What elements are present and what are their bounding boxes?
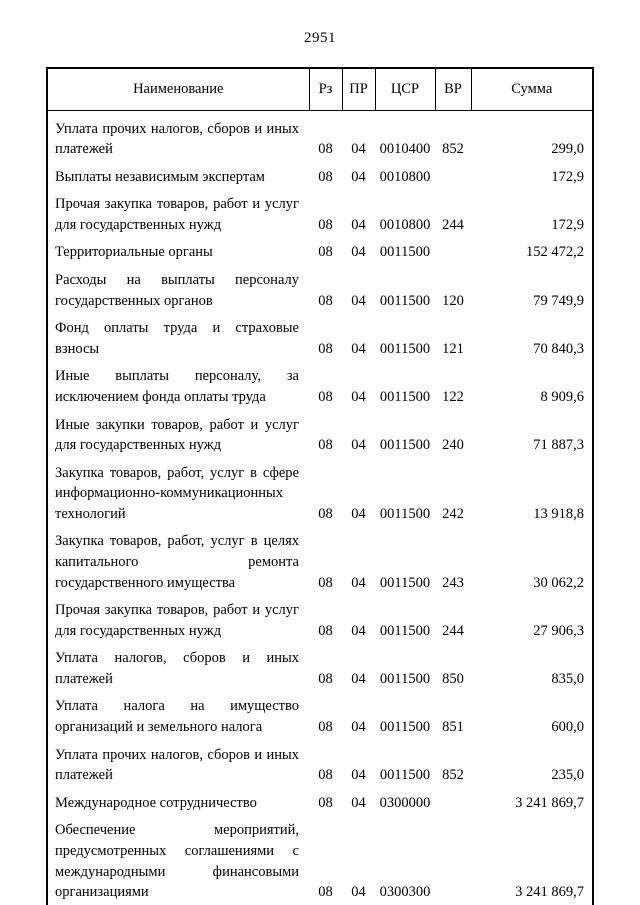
- cell-sum: 152 472,2: [526, 244, 584, 261]
- cell-csr: 0011500: [379, 292, 431, 309]
- table-row: [47, 362, 593, 410]
- cell-csr: 0010400: [379, 141, 431, 158]
- table-row: [47, 238, 593, 266]
- cell-name: Уплата налогов, сборов и иных платежей: [55, 650, 299, 687]
- cell-rz: 08: [318, 388, 333, 405]
- cell-vr: 852: [442, 141, 464, 158]
- cell-pr: 04: [351, 719, 366, 736]
- cell-pr: 04: [351, 141, 366, 158]
- cell-pr: 04: [351, 168, 366, 185]
- cell-name: Прочая закупка товаров, работ и услуг для государственных нужд: [55, 196, 299, 233]
- cell-csr: 0011500: [379, 574, 431, 591]
- cell-csr: 0010800: [379, 216, 431, 233]
- cell-sum: 3 241 869,7: [515, 794, 584, 811]
- cell-rz: 08: [318, 244, 333, 261]
- cell-csr: 0011500: [379, 340, 431, 357]
- header-rz: Рз: [309, 68, 342, 110]
- table-row: [47, 596, 593, 644]
- cell-pr: 04: [351, 884, 366, 901]
- cell-rz: 08: [318, 719, 333, 736]
- table-header: [47, 68, 593, 110]
- cell-vr: 852: [442, 767, 464, 784]
- header-sum: Сумма: [471, 68, 593, 110]
- cell-vr: 240: [442, 437, 464, 454]
- cell-name: Прочая закупка товаров, работ и услуг для государственных нужд: [55, 602, 299, 639]
- cell-sum: 27 906,3: [533, 622, 584, 639]
- budget-table: [46, 67, 594, 905]
- cell-csr: 0011500: [379, 388, 431, 405]
- cell-name: Выплаты независимым экспертам: [55, 168, 265, 185]
- cell-name: Расходы на выплаты персоналу государственных органов: [55, 272, 299, 309]
- cell-sum: 71 887,3: [533, 437, 584, 454]
- table-row: [47, 644, 593, 692]
- cell-name: Иные закупки товаров, работ и услуг для государственных нужд: [55, 416, 299, 454]
- header-pr: ПР: [342, 68, 375, 110]
- cell-rz: 08: [318, 884, 333, 901]
- cell-csr: 0300300: [379, 884, 431, 901]
- table-row: [47, 115, 593, 163]
- table-row: [47, 789, 593, 817]
- cell-pr: 04: [351, 794, 366, 811]
- cell-pr: 04: [351, 244, 366, 261]
- cell-name: Закупка товаров, работ, услуг в целях капитального ремонта государственного имущества: [55, 533, 299, 591]
- cell-pr: 04: [351, 767, 366, 784]
- table-row: [47, 816, 593, 905]
- cell-pr: 04: [351, 216, 366, 233]
- cell-name: Уплата прочих налогов, сборов и иных платежей: [55, 746, 299, 784]
- cell-name: Уплата прочих налогов, сборов и иных платежей: [55, 120, 299, 158]
- cell-vr: 850: [442, 670, 464, 687]
- cell-sum: 30 062,2: [533, 574, 584, 591]
- cell-pr: 04: [351, 505, 366, 522]
- cell-pr: 04: [351, 622, 366, 639]
- cell-sum: 299,0: [551, 141, 584, 158]
- cell-rz: 08: [318, 505, 333, 522]
- cell-sum: 8 909,6: [540, 388, 584, 405]
- cell-rz: 08: [318, 767, 333, 784]
- cell-vr: 851: [442, 719, 464, 736]
- table-row: [47, 190, 593, 238]
- cell-name: Фонд оплаты труда и страховые взносы: [55, 320, 299, 357]
- cell-name: Международное сотрудничество: [55, 794, 257, 811]
- header-csr: ЦСР: [375, 68, 435, 110]
- cell-pr: 04: [351, 437, 366, 454]
- cell-pr: 04: [351, 292, 366, 309]
- cell-name: Закупка товаров, работ, услуг в сфере информационно-коммуникационных технологий: [55, 464, 299, 522]
- header-name: Наименование: [47, 68, 309, 110]
- cell-sum: 13 918,8: [533, 505, 584, 522]
- table-row: [47, 314, 593, 362]
- cell-vr: [435, 789, 471, 817]
- cell-vr: 242: [442, 505, 464, 522]
- cell-csr: 0011500: [379, 719, 431, 736]
- cell-rz: 08: [318, 437, 333, 454]
- cell-rz: 08: [318, 340, 333, 357]
- cell-sum: 172,9: [551, 168, 584, 185]
- cell-csr: 0011500: [379, 244, 431, 261]
- cell-csr: 0300000: [379, 794, 431, 811]
- cell-name: Территориальные органы: [55, 244, 213, 261]
- cell-pr: 04: [351, 388, 366, 405]
- table-row: [47, 692, 593, 740]
- cell-csr: 0011500: [379, 767, 431, 784]
- table-row: [47, 411, 593, 459]
- cell-sum: 172,9: [551, 216, 584, 233]
- cell-vr: [435, 816, 471, 905]
- cell-vr: 244: [442, 216, 464, 233]
- cell-vr: [435, 238, 471, 266]
- cell-vr: [435, 163, 471, 191]
- table-row: [47, 163, 593, 191]
- header-vr: ВР: [435, 68, 471, 110]
- cell-rz: 08: [318, 670, 333, 687]
- cell-csr: 0011500: [379, 505, 431, 522]
- cell-vr: 122: [442, 388, 464, 405]
- cell-sum: 835,0: [551, 670, 584, 687]
- cell-name: Иные выплаты персоналу, за исключением фонда оплаты труда: [55, 368, 299, 405]
- cell-name: Уплата налога на имущество организаций и земельного налога: [55, 698, 299, 736]
- cell-rz: 08: [318, 168, 333, 185]
- table-row: [47, 741, 593, 789]
- page-number: 2951: [304, 30, 336, 46]
- cell-rz: 08: [318, 622, 333, 639]
- cell-name: Обеспечение мероприятий, предусмотренных соглашениями с международными финансовыми организациями: [55, 822, 299, 901]
- cell-rz: 08: [318, 216, 333, 233]
- table-header-row: [47, 68, 593, 110]
- cell-vr: 244: [442, 622, 464, 639]
- cell-rz: 08: [318, 292, 333, 309]
- cell-csr: 0010800: [379, 168, 431, 185]
- cell-sum: 3 241 869,7: [515, 884, 584, 901]
- cell-vr: 121: [442, 340, 464, 357]
- cell-rz: 08: [318, 141, 333, 158]
- table-row: [47, 459, 593, 528]
- table-row: [47, 527, 593, 596]
- cell-sum: 79 749,9: [533, 292, 584, 309]
- cell-csr: 0011500: [379, 622, 431, 639]
- cell-rz: 08: [318, 574, 333, 591]
- cell-vr: 243: [442, 574, 464, 591]
- cell-sum: 235,0: [551, 767, 584, 784]
- table-row: [47, 266, 593, 314]
- cell-sum: 70 840,3: [533, 340, 584, 357]
- cell-pr: 04: [351, 670, 366, 687]
- cell-csr: 0011500: [379, 437, 431, 454]
- cell-rz: 08: [318, 794, 333, 811]
- cell-sum: 600,0: [551, 719, 584, 736]
- cell-vr: 120: [442, 292, 464, 309]
- table-body: [47, 110, 593, 905]
- cell-pr: 04: [351, 340, 366, 357]
- cell-pr: 04: [351, 574, 366, 591]
- cell-csr: 0011500: [379, 670, 431, 687]
